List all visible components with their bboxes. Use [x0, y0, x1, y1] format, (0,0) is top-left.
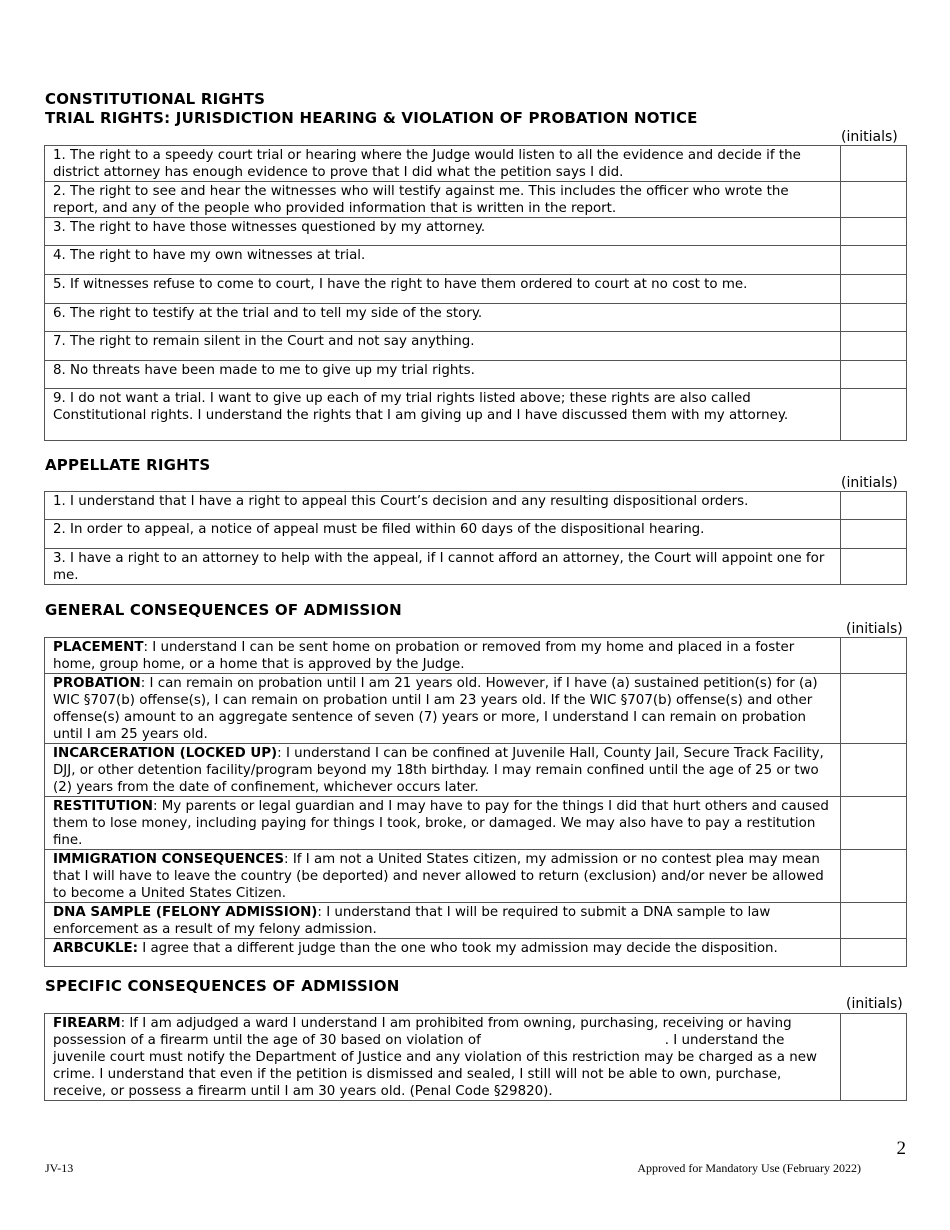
right-text: 6. The right to testify at the trial and to tell my side of the story. [45, 304, 841, 332]
table-row [45, 850, 907, 903]
consequence-label: ARBCUKLE: [53, 941, 138, 956]
table-row [45, 797, 907, 850]
table-row [45, 674, 907, 744]
right-text: 2. In order to appeal, a notice of appeal must be filed within 60 days of the dispositional hearing. [45, 520, 841, 549]
right-text: 4. The right to have my own witnesses at trial. [45, 246, 841, 275]
right-text: 8. No threats have been made to me to give up my trial rights. [45, 361, 841, 389]
initials-label: (initials) [841, 129, 898, 145]
table-row [45, 744, 907, 797]
right-text: 2. The right to see and hear the witnesses who will testify against me. This includes the officer who wrote the report, and any of the people who provided information that is written in the report. [45, 182, 841, 218]
consequence-label: INCARCERATION (LOCKED UP) [53, 746, 278, 761]
table-row [45, 182, 907, 218]
initials-box[interactable] [841, 744, 907, 797]
form-id: JV-13 [45, 1161, 74, 1175]
right-text: 9. I do not want a trial. I want to give up each of my trial rights listed above; these rights are also called Constitutional rights. I understand the rights that I am giving up and I have discussed them with my attorney. [45, 389, 841, 441]
table-row [45, 939, 907, 967]
initials-box[interactable] [841, 549, 907, 585]
constitutional-rights-table [44, 145, 907, 441]
table-row [45, 389, 907, 441]
consequence-label: DNA SAMPLE (FELONY ADMISSION) [53, 905, 318, 920]
initials-box[interactable] [841, 218, 907, 246]
consequence-label: IMMIGRATION CONSEQUENCES [53, 852, 285, 867]
consequence-text: PROBATION: I can remain on probation until I am 21 years old. However, if I have (a) sustained petition(s) for (a) WIC §707(b) offense(s), I can remain on probation until I am 23 years old. If the WIC §707(b) offense(s) and other offense(s) amount to an aggregate sentence of seven (7) years or more, I understand I can remain on probation until I am 25 years old. [45, 674, 841, 744]
table-row [45, 1014, 907, 1101]
specific-consequences-title: SPECIFIC CONSEQUENCES OF ADMISSION [45, 977, 400, 995]
initials-box[interactable] [841, 1014, 907, 1101]
initials-box[interactable] [841, 492, 907, 520]
table-row [45, 304, 907, 332]
consequence-text: RESTITUTION: My parents or legal guardian and I may have to pay for the things I did that hurt others and caused them to lose money, including paying for things I took, broke, or damaged. We may also have to pay a restitution fine. [45, 797, 841, 850]
table-row [45, 332, 907, 361]
consequence-text: IMMIGRATION CONSEQUENCES: If I am not a United States citizen, my admission or no contest plea may mean that I will have to leave the country (be deported) and never allowed to return (exclusion) and/or never be allowed to become a United States Citizen. [45, 850, 841, 903]
initials-box[interactable] [841, 797, 907, 850]
table-row [45, 638, 907, 674]
initials-box[interactable] [841, 638, 907, 674]
initials-box[interactable] [841, 520, 907, 549]
right-text: 1. The right to a speedy court trial or hearing where the Judge would listen to all the evidence and decide if the district attorney has enough evidence to prove that I did what the petition says I did. [45, 146, 841, 182]
general-consequences-title: GENERAL CONSEQUENCES OF ADMISSION [45, 601, 402, 619]
table-row [45, 218, 907, 246]
table-row [45, 361, 907, 389]
appellate-rights-table [44, 491, 907, 585]
initials-box[interactable] [841, 361, 907, 389]
table-row [45, 492, 907, 520]
initials-box[interactable] [841, 903, 907, 939]
page-number: 2 [896, 1138, 906, 1159]
initials-box[interactable] [841, 275, 907, 304]
initials-box[interactable] [841, 850, 907, 903]
initials-box[interactable] [841, 389, 907, 441]
table-row [45, 549, 907, 585]
trial-rights-title: TRIAL RIGHTS: JURISDICTION HEARING & VIOLATION OF PROBATION NOTICE [45, 109, 698, 127]
approval-notice: Approved for Mandatory Use (February 2022) [637, 1161, 861, 1175]
constitutional-rights-title: CONSTITUTIONAL RIGHTS [45, 90, 266, 108]
initials-box[interactable] [841, 146, 907, 182]
initials-box[interactable] [841, 939, 907, 967]
right-text: 1. I understand that I have a right to appeal this Court’s decision and any resulting dispositional orders. [45, 492, 841, 520]
table-row [45, 520, 907, 549]
consequence-label: FIREARM [53, 1016, 121, 1031]
consequence-label: PROBATION [53, 676, 141, 691]
initials-label: (initials) [846, 621, 903, 637]
general-consequences-table [44, 637, 907, 967]
right-text: 7. The right to remain silent in the Court and not say anything. [45, 332, 841, 361]
consequence-text: PLACEMENT: I understand I can be sent home on probation or removed from my home and placed in a foster home, group home, or a home that is approved by the Judge. [45, 638, 841, 674]
firearm-consequence-text: FIREARM: If I am adjudged a ward I understand I am prohibited from owning, purchasing, receiving or having possession of a firearm until the age of 30 based on violation of . I understand the juvenile court must notify the Department of Justice and any violation of this restriction may be charged as a new crime. I understand that even if the petition is dismissed and sealed, I still will not be able to own, purchase, receive, or possess a firearm until I am 30 years old. (Penal Code §29820). [45, 1014, 841, 1101]
initials-box[interactable] [841, 332, 907, 361]
appellate-rights-title: APPELLATE RIGHTS [45, 456, 211, 474]
initials-box[interactable] [841, 246, 907, 275]
table-row [45, 903, 907, 939]
initials-label: (initials) [846, 996, 903, 1012]
consequence-text: DNA SAMPLE (FELONY ADMISSION): I understand that I will be required to submit a DNA sample to law enforcement as a result of my felony admission. [45, 903, 841, 939]
consequence-label: PLACEMENT [53, 640, 144, 655]
right-text: 3. The right to have those witnesses questioned by my attorney. [45, 218, 841, 246]
initials-box[interactable] [841, 674, 907, 744]
consequence-label: RESTITUTION [53, 799, 153, 814]
right-text: 3. I have a right to an attorney to help with the appeal, if I cannot afford an attorney, the Court will appoint one for me. [45, 549, 841, 585]
table-row [45, 275, 907, 304]
consequence-text: ARBCUKLE: I agree that a different judge than the one who took my admission may decide the disposition. [45, 939, 841, 967]
right-text: 5. If witnesses refuse to come to court, I have the right to have them ordered to court at no cost to me. [45, 275, 841, 304]
initials-box[interactable] [841, 182, 907, 218]
table-row [45, 246, 907, 275]
table-row [45, 146, 907, 182]
initials-label: (initials) [841, 475, 898, 491]
consequence-text: INCARCERATION (LOCKED UP): I understand I can be confined at Juvenile Hall, County Jail, Secure Track Facility, DJJ, or other detention facility/program beyond my 18th birthday. I may remain confined until the age of 25 or two (2) years from the date of confinement, whichever occurs later. [45, 744, 841, 797]
specific-consequences-table [44, 1013, 907, 1101]
initials-box[interactable] [841, 304, 907, 332]
